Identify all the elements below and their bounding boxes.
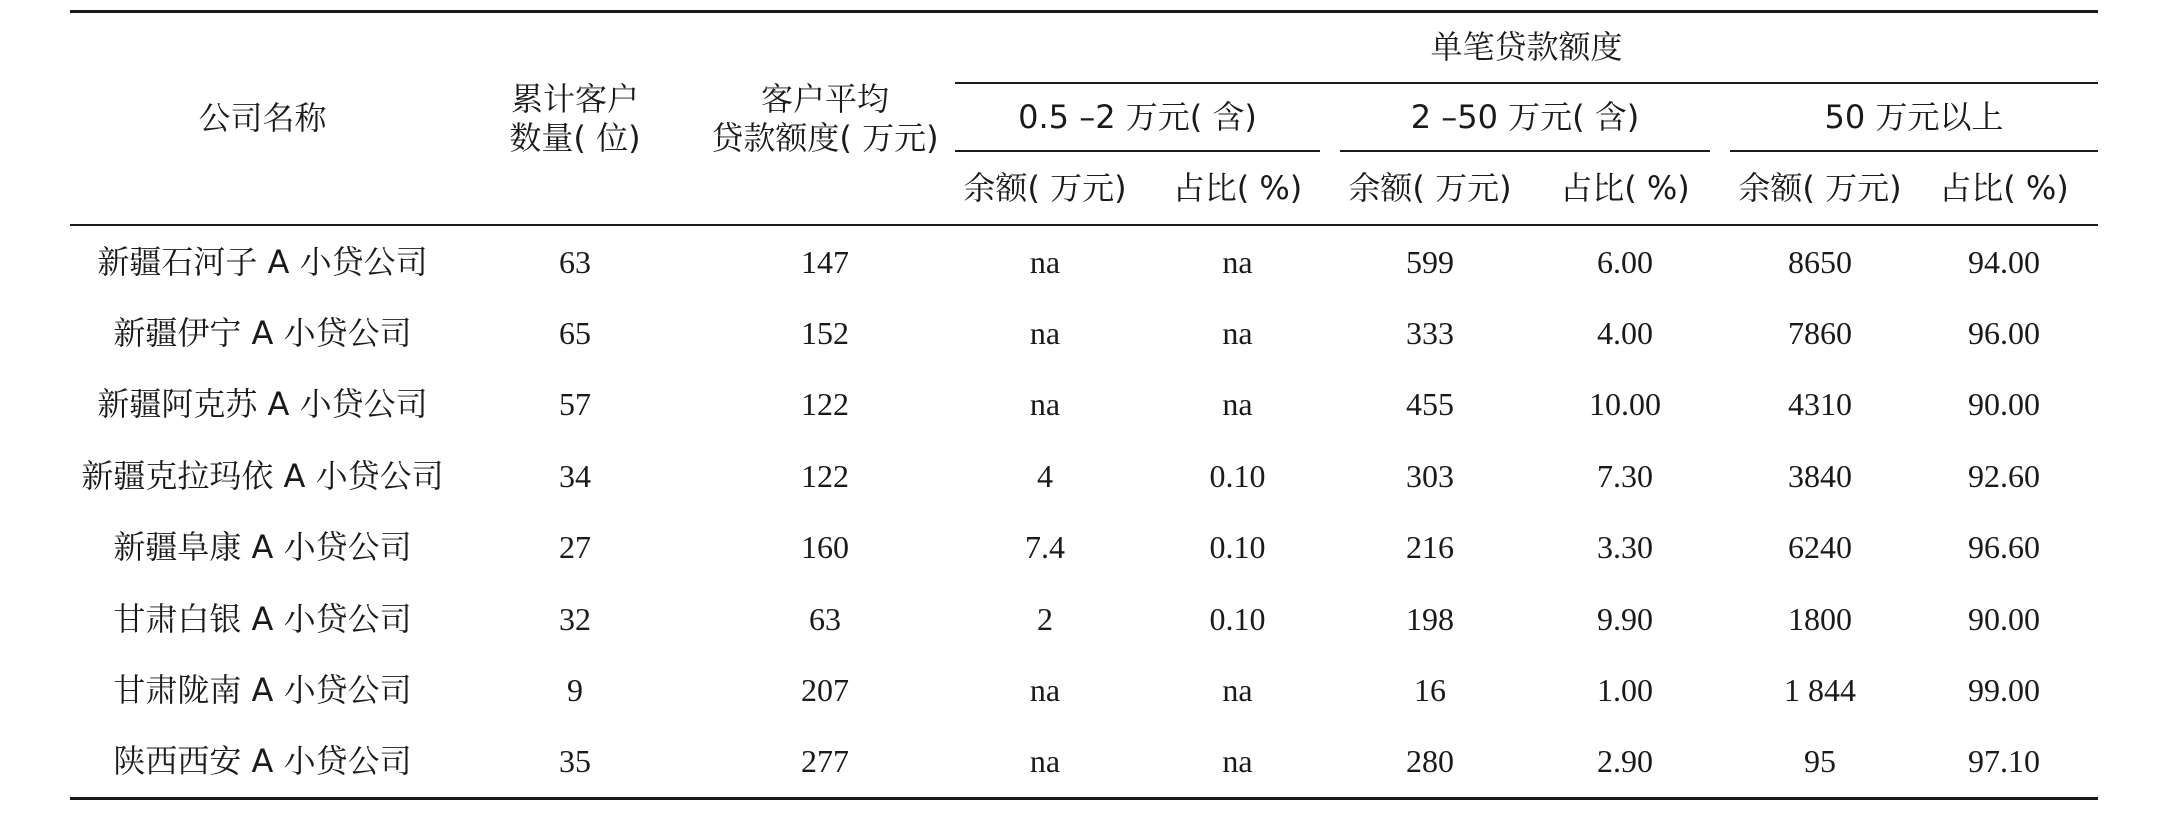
cell-balance-2: 216 bbox=[1406, 529, 1454, 566]
cell-ratio-1: na bbox=[1222, 743, 1253, 780]
cell-balance-3: 3840 bbox=[1788, 457, 1852, 494]
header-range-3 bbox=[1730, 84, 2098, 150]
subheader-balance-3-label: 余额( 万元) bbox=[1738, 168, 1902, 207]
cell-ratio-3: 90.00 bbox=[1968, 386, 2040, 423]
cell-balance-2: 16 bbox=[1414, 671, 1446, 708]
subheader-balance-3 bbox=[1730, 152, 1910, 224]
cell-customers: 63 bbox=[559, 243, 591, 280]
subheader-ratio-3-label: 占比( %) bbox=[1939, 168, 2069, 207]
header-company-label: 公司名称 bbox=[198, 99, 327, 138]
header-range-3-label: 50 万元以上 bbox=[1824, 97, 2004, 136]
cell-company: 新疆克拉玛依 A 小贷公司 bbox=[81, 456, 444, 495]
cell-avg-loan: 207 bbox=[801, 671, 849, 708]
cell-ratio-3: 90.00 bbox=[1968, 600, 2040, 637]
subheader-ratio-1-label: 占比( %) bbox=[1172, 168, 1303, 207]
cell-ratio-1: 0.10 bbox=[1209, 600, 1266, 637]
cell-ratio-3: 96.00 bbox=[1968, 314, 2040, 351]
cell-balance-3: 95 bbox=[1804, 743, 1836, 780]
cell-ratio-2: 10.00 bbox=[1589, 386, 1661, 423]
cell-balance-1: na bbox=[1029, 671, 1061, 708]
cell-avg-loan: 152 bbox=[801, 314, 849, 351]
cell-balance-1: 7.4 bbox=[1025, 529, 1065, 566]
cell-ratio-2: 3.30 bbox=[1597, 529, 1653, 566]
cell-balance-1: na bbox=[1029, 243, 1061, 280]
subheader-ratio-3 bbox=[1910, 152, 2098, 224]
cell-avg-loan: 122 bbox=[801, 457, 849, 494]
header-range-2-label: 2 –50 万元( 含) bbox=[1410, 97, 1640, 136]
cell-customers: 27 bbox=[559, 529, 591, 566]
cell-balance-3: 4310 bbox=[1788, 386, 1852, 423]
subheader-balance-1-label: 余额( 万元) bbox=[963, 168, 1127, 207]
cell-avg-loan: 277 bbox=[801, 743, 849, 780]
cell-balance-1: 4 bbox=[1037, 457, 1053, 494]
cell-balance-3: 8650 bbox=[1788, 243, 1852, 280]
cell-balance-3: 7860 bbox=[1788, 314, 1852, 351]
cell-balance-2: 599 bbox=[1406, 243, 1454, 280]
header-range-1-label: 0.5 –2 万元( 含) bbox=[1018, 97, 1257, 136]
subheader-ratio-1 bbox=[1135, 152, 1340, 224]
cell-balance-2: 198 bbox=[1406, 600, 1454, 637]
subheader-ratio-2 bbox=[1520, 152, 1730, 224]
subheader-ratio-2-label: 占比( %) bbox=[1560, 168, 1690, 207]
subheader-balance-2 bbox=[1340, 152, 1520, 224]
cell-company: 甘肃白银 A 小贷公司 bbox=[113, 599, 412, 638]
cell-balance-1: 2 bbox=[1037, 600, 1053, 637]
cell-ratio-2: 9.90 bbox=[1597, 600, 1653, 637]
cell-ratio-2: 4.00 bbox=[1597, 314, 1653, 351]
cell-balance-3: 1 844 bbox=[1784, 671, 1856, 708]
cell-ratio-2: 7.30 bbox=[1597, 457, 1653, 494]
cell-ratio-1: na bbox=[1222, 243, 1253, 280]
cell-company: 陕西西安 A 小贷公司 bbox=[113, 742, 412, 781]
cell-avg-loan: 63 bbox=[809, 600, 841, 637]
cell-ratio-3: 94.00 bbox=[1968, 243, 2040, 280]
header-range-1 bbox=[955, 84, 1320, 150]
header-company bbox=[70, 13, 455, 224]
cell-customers: 65 bbox=[559, 314, 591, 351]
cell-company: 甘肃陇南 A 小贷公司 bbox=[113, 670, 412, 709]
header-customers bbox=[455, 13, 695, 224]
header-customers-line2: 数量( 位) bbox=[509, 118, 641, 157]
header-avg-loan-line2: 贷款额度( 万元) bbox=[711, 118, 939, 157]
cell-balance-2: 303 bbox=[1406, 457, 1454, 494]
cell-ratio-3: 92.60 bbox=[1968, 457, 2040, 494]
cell-ratio-2: 1.00 bbox=[1597, 671, 1653, 708]
cell-balance-1: na bbox=[1029, 386, 1061, 423]
cell-ratio-3: 96.60 bbox=[1968, 529, 2040, 566]
cell-company: 新疆石河子 A 小贷公司 bbox=[97, 242, 428, 281]
cell-customers: 35 bbox=[559, 743, 591, 780]
cell-balance-3: 6240 bbox=[1788, 529, 1852, 566]
header-customers-line1: 累计客户 bbox=[510, 80, 639, 119]
bottom-rule bbox=[70, 797, 2098, 800]
cell-ratio-2: 2.90 bbox=[1597, 743, 1653, 780]
subheader-balance-1 bbox=[955, 152, 1135, 224]
cell-ratio-1: 0.10 bbox=[1209, 529, 1266, 566]
cell-avg-loan: 147 bbox=[801, 243, 849, 280]
cell-company: 新疆阜康 A 小贷公司 bbox=[113, 528, 412, 567]
cell-ratio-1: na bbox=[1222, 671, 1253, 708]
cell-avg-loan: 160 bbox=[801, 529, 849, 566]
cell-balance-2: 333 bbox=[1406, 314, 1454, 351]
cell-balance-3: 1800 bbox=[1788, 600, 1852, 637]
cell-ratio-1: 0.10 bbox=[1209, 457, 1266, 494]
header-single-loan-label: 单笔贷款额度 bbox=[1430, 28, 1623, 67]
header-avg-loan-line1: 客户平均 bbox=[760, 80, 889, 119]
cell-balance-2: 455 bbox=[1406, 386, 1454, 423]
cell-ratio-1: na bbox=[1222, 386, 1253, 423]
cell-company: 新疆伊宁 A 小贷公司 bbox=[113, 313, 412, 352]
cell-balance-1: na bbox=[1029, 314, 1061, 351]
cell-ratio-3: 99.00 bbox=[1968, 671, 2040, 708]
cell-customers: 32 bbox=[559, 600, 591, 637]
cell-avg-loan: 122 bbox=[801, 386, 849, 423]
cell-balance-2: 280 bbox=[1406, 743, 1454, 780]
header-avg-loan bbox=[695, 13, 955, 224]
cell-customers: 9 bbox=[567, 671, 583, 708]
cell-customers: 34 bbox=[559, 457, 591, 494]
cell-company: 新疆阿克苏 A 小贷公司 bbox=[97, 385, 428, 424]
header-single-loan bbox=[955, 13, 2098, 82]
cell-ratio-2: 6.00 bbox=[1597, 243, 1653, 280]
cell-ratio-1: na bbox=[1222, 314, 1253, 351]
subheader-balance-2-label: 余额( 万元) bbox=[1348, 168, 1512, 207]
header-range-2 bbox=[1340, 84, 1710, 150]
cell-customers: 57 bbox=[559, 386, 591, 423]
cell-balance-1: na bbox=[1029, 743, 1061, 780]
cell-ratio-3: 97.10 bbox=[1968, 743, 2040, 780]
